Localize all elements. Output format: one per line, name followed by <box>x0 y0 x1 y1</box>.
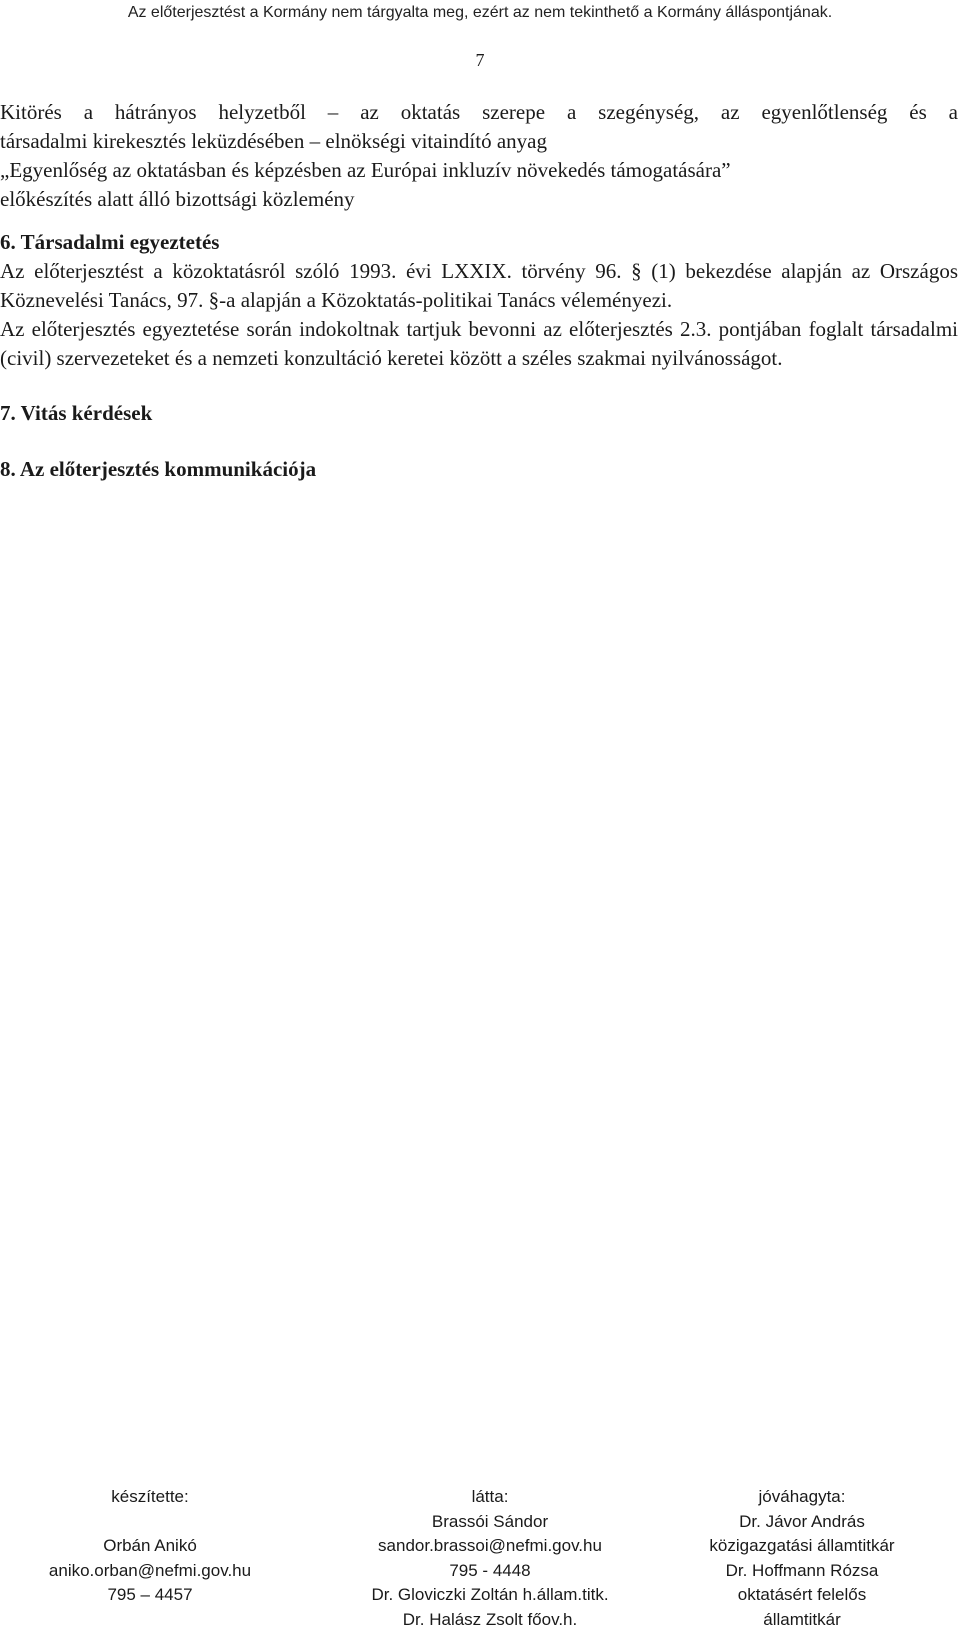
seen-by-line: Brassói Sándor <box>340 1510 640 1535</box>
intro-block <box>0 98 958 214</box>
approved-by-line: államtitkár <box>652 1608 952 1632</box>
prepared-by-email: aniko.orban@nefmi.gov.hu <box>0 1559 300 1584</box>
government-notice-header: Az előterjesztést a Kormány nem tárgyalta meg, ezért az nem tekinthető a Kormány álláspontjának. <box>0 4 960 22</box>
prepared-by-phone: 795 – 4457 <box>0 1583 300 1608</box>
intro-line-4: előkészítés alatt álló bizottsági közlemény <box>0 185 958 214</box>
prepared-by-label: készítette: <box>0 1485 300 1510</box>
approved-by-column <box>652 1485 952 1632</box>
intro-line-2: társadalmi kirekesztés leküzdésében – elnökségi vitaindító anyag <box>0 127 958 156</box>
page-number: 7 <box>0 50 960 71</box>
prepared-by-column <box>0 1485 300 1608</box>
document-body <box>0 98 958 484</box>
intro-line-1: Kitörés a hátrányos helyzetből – az oktatás szerepe a szegénység, az egyenlőtlenség és a <box>0 98 958 127</box>
seen-by-line: Dr. Gloviczki Zoltán h.állam.titk. <box>340 1583 640 1608</box>
approved-by-line: Dr. Jávor András <box>652 1510 952 1535</box>
approved-by-line: oktatásért felelős <box>652 1583 952 1608</box>
seen-by-line: sandor.brassoi@nefmi.gov.hu <box>340 1534 640 1559</box>
seen-by-line: 795 - 4448 <box>340 1559 640 1584</box>
seen-by-column <box>340 1485 640 1632</box>
prepared-by-name: Orbán Anikó <box>0 1534 300 1559</box>
section-7-heading: 7. Vitás kérdések <box>0 399 958 428</box>
approved-by-line: közigazgatási államtitkár <box>652 1534 952 1559</box>
approved-by-label: jóváhagyta: <box>652 1485 952 1510</box>
intro-line-3: „Egyenlőség az oktatásban és képzésben az Európai inkluzív növekedés támogatására” <box>0 156 958 185</box>
section-6-paragraph-2: Az előterjesztés egyeztetése során indokoltnak tartjuk bevonni az előterjesztés 2.3. pontjában foglalt társadalmi (civil) szervezeteket és a nemzeti konzultáció keretei között a széles szakmai nyilvánosságot. <box>0 315 958 373</box>
section-8-heading: 8. Az előterjesztés kommunikációja <box>0 455 958 484</box>
approved-by-line: Dr. Hoffmann Rózsa <box>652 1559 952 1584</box>
seen-by-label: látta: <box>340 1485 640 1510</box>
seen-by-line: Dr. Halász Zsolt főov.h. <box>340 1608 640 1632</box>
section-6-heading: 6. Társadalmi egyeztetés <box>0 228 958 257</box>
section-6-paragraph-1: Az előterjesztést a közoktatásról szóló 1993. évi LXXIX. törvény 96. § (1) bekezdése alapján az Országos Köznevelési Tanács, 97. §-a alapján a Közoktatás-politikai Tanács véleményezi. <box>0 257 958 315</box>
